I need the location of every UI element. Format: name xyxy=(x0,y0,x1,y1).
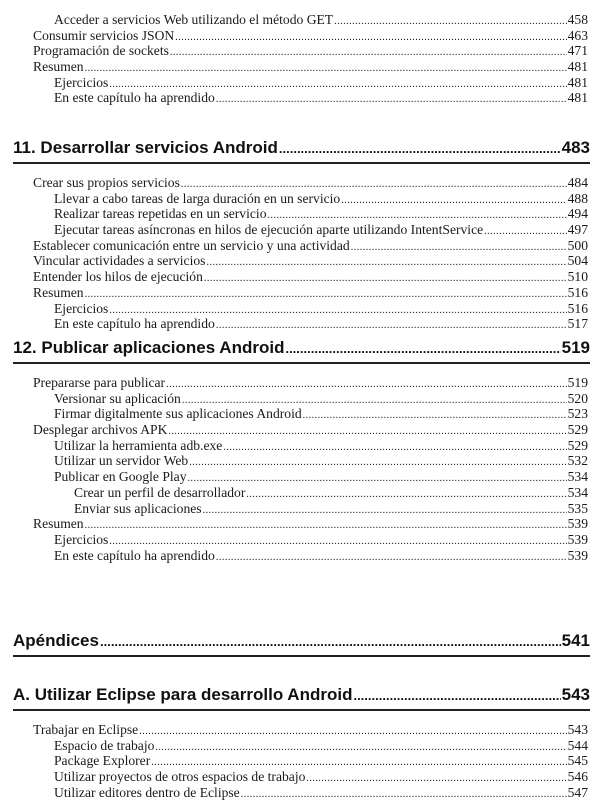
entry-title: Trabajar en Eclipse xyxy=(33,722,139,737)
dot-leader xyxy=(216,548,567,566)
dot-leader xyxy=(285,338,560,358)
chapter-page: 543 xyxy=(561,685,590,704)
entry-title: Realizar tareas repetidas en un servicio xyxy=(54,206,267,222)
entry-title: Resumen xyxy=(33,516,84,532)
entry-title: Resumen xyxy=(33,59,84,75)
chapter-heading xyxy=(13,685,590,705)
toc-entry xyxy=(33,175,588,191)
entry-page: 516 xyxy=(567,300,588,316)
entry-page: 520 xyxy=(567,390,588,406)
toc-entry xyxy=(33,253,588,269)
dot-leader xyxy=(216,90,567,108)
entry-title: Ejecutar tareas asíncronas en hilos de ejecución aparte utilizando IntentService xyxy=(54,222,484,238)
toc-entry xyxy=(33,12,588,28)
toc-section-entries xyxy=(33,12,588,106)
entry-page: 546 xyxy=(567,769,588,785)
chapter-rule xyxy=(13,655,590,657)
entry-page: 539 xyxy=(567,547,588,563)
toc-entry xyxy=(33,406,588,422)
entry-title: Enviar sus aplicaciones xyxy=(74,500,202,516)
chapter-rule xyxy=(13,162,590,164)
entry-page: 494 xyxy=(567,206,588,222)
entry-page: 504 xyxy=(567,253,588,269)
toc-entry xyxy=(33,438,588,454)
entry-page: 471 xyxy=(567,43,588,59)
entry-page: 517 xyxy=(567,316,588,332)
entry-page: 519 xyxy=(567,375,588,390)
entry-title: Llevar a cabo tareas de larga duración en un servicio xyxy=(54,190,341,206)
chapter-title: A. Utilizar Eclipse para desarrollo Android xyxy=(13,685,353,704)
entry-page: 516 xyxy=(567,284,588,300)
chapter-heading xyxy=(13,631,590,651)
entry-page: 545 xyxy=(567,753,588,769)
chapter-heading xyxy=(13,338,590,358)
entry-title: Versionar su aplicación xyxy=(54,390,181,406)
entry-title: Prepararse para publicar xyxy=(33,375,166,390)
toc-entry xyxy=(33,59,588,75)
toc-section-entries xyxy=(33,175,588,332)
entry-title: Crear un perfil de desarrollador xyxy=(74,484,246,500)
entry-title: Utilizar la herramienta adb.exe xyxy=(54,437,223,453)
entry-page: 481 xyxy=(567,74,588,90)
chapter-rule xyxy=(13,362,590,364)
entry-title: Ejercicios xyxy=(54,74,109,90)
entry-title: Resumen xyxy=(33,284,84,300)
toc-entry xyxy=(33,516,588,532)
entry-title: Programación de sockets xyxy=(33,43,169,59)
entry-title: Crear sus propios servicios xyxy=(33,175,180,190)
toc-entry xyxy=(33,391,588,407)
entry-title: En este capítulo ha aprendido xyxy=(54,316,215,332)
toc-entry xyxy=(33,285,588,301)
dot-leader xyxy=(353,685,560,705)
entry-title: Consumir servicios JSON xyxy=(33,27,175,43)
entry-title: Ejercicios xyxy=(54,300,109,316)
entry-title: Utilizar proyectos de otros espacios de trabajo xyxy=(54,769,306,785)
entry-title: En este capítulo ha aprendido xyxy=(54,547,215,563)
dot-leader xyxy=(100,631,561,651)
chapter-page: 519 xyxy=(561,338,590,357)
toc-entry xyxy=(33,485,588,501)
toc-entry xyxy=(33,501,588,517)
toc-entry xyxy=(33,269,588,285)
entry-page: 532 xyxy=(567,453,588,469)
entry-page: 534 xyxy=(567,469,588,485)
entry-page: 481 xyxy=(567,59,588,75)
entry-title: En este capítulo ha aprendido xyxy=(54,90,215,106)
chapter-title: 12. Publicar aplicaciones Android xyxy=(13,338,285,357)
chapter-page: 483 xyxy=(561,138,590,157)
entry-title: Entender los hilos de ejecución xyxy=(33,269,203,285)
toc-entry xyxy=(33,769,588,785)
entry-page: 547 xyxy=(567,784,588,800)
entry-page: 500 xyxy=(567,237,588,253)
entry-title: Acceder a servicios Web utilizando el método GET xyxy=(54,12,334,27)
toc-entry xyxy=(33,90,588,106)
dot-leader xyxy=(241,785,567,802)
entry-page: 484 xyxy=(567,175,588,190)
entry-title: Espacio de trabajo xyxy=(54,737,155,753)
toc-entry xyxy=(33,722,588,738)
toc-entry xyxy=(33,238,588,254)
entry-page: 510 xyxy=(567,269,588,285)
entry-page: 529 xyxy=(567,437,588,453)
entry-title: Utilizar editores dentro de Eclipse xyxy=(54,784,240,800)
entry-page: 497 xyxy=(567,222,588,238)
entry-page: 481 xyxy=(567,90,588,106)
toc-entry xyxy=(33,453,588,469)
chapter-heading xyxy=(13,138,590,158)
entry-title: Publicar en Google Play xyxy=(54,469,187,485)
toc-entry xyxy=(33,206,588,222)
toc-entry xyxy=(33,191,588,207)
entry-page: 523 xyxy=(567,406,588,422)
toc-entry xyxy=(33,753,588,769)
toc-entry xyxy=(33,469,588,485)
chapter-page: 541 xyxy=(561,631,590,650)
entry-title: Vincular actividades a servicios xyxy=(33,253,206,269)
entry-page: 534 xyxy=(567,484,588,500)
toc-entry xyxy=(33,738,588,754)
dot-leader xyxy=(216,316,567,334)
entry-title: Utilizar un servidor Web xyxy=(54,453,189,469)
entry-title: Firmar digitalmente sus aplicaciones Android xyxy=(54,406,302,422)
entry-title: Establecer comunicación entre un servicio y una actividad xyxy=(33,237,350,253)
entry-page: 544 xyxy=(567,737,588,753)
entry-page: 539 xyxy=(567,531,588,547)
entry-page: 463 xyxy=(567,27,588,43)
entry-title: Package Explorer xyxy=(54,753,151,769)
toc-entry xyxy=(33,301,588,317)
toc-entry xyxy=(33,375,588,391)
toc-entry xyxy=(33,43,588,59)
entry-page: 539 xyxy=(567,516,588,532)
chapter-title: Apéndices xyxy=(13,631,99,650)
chapter-rule xyxy=(13,709,590,711)
toc-entry xyxy=(33,785,588,801)
entry-page: 535 xyxy=(567,500,588,516)
toc-section-entries xyxy=(33,375,588,563)
entry-page: 458 xyxy=(567,12,588,27)
entry-title: Desplegar archivos APK xyxy=(33,422,168,438)
toc-entry xyxy=(33,532,588,548)
entry-title: Ejercicios xyxy=(54,531,109,547)
entry-page: 488 xyxy=(567,190,588,206)
toc-entry xyxy=(33,28,588,44)
toc-entry xyxy=(33,75,588,91)
chapter-title: 11. Desarrollar servicios Android xyxy=(13,138,278,157)
toc-entry xyxy=(33,422,588,438)
toc-entry xyxy=(33,548,588,564)
entry-page: 543 xyxy=(567,722,588,737)
toc-section-entries xyxy=(33,722,588,800)
dot-leader xyxy=(279,138,561,158)
toc-entry xyxy=(33,316,588,332)
toc-entry xyxy=(33,222,588,238)
entry-page: 529 xyxy=(567,422,588,438)
